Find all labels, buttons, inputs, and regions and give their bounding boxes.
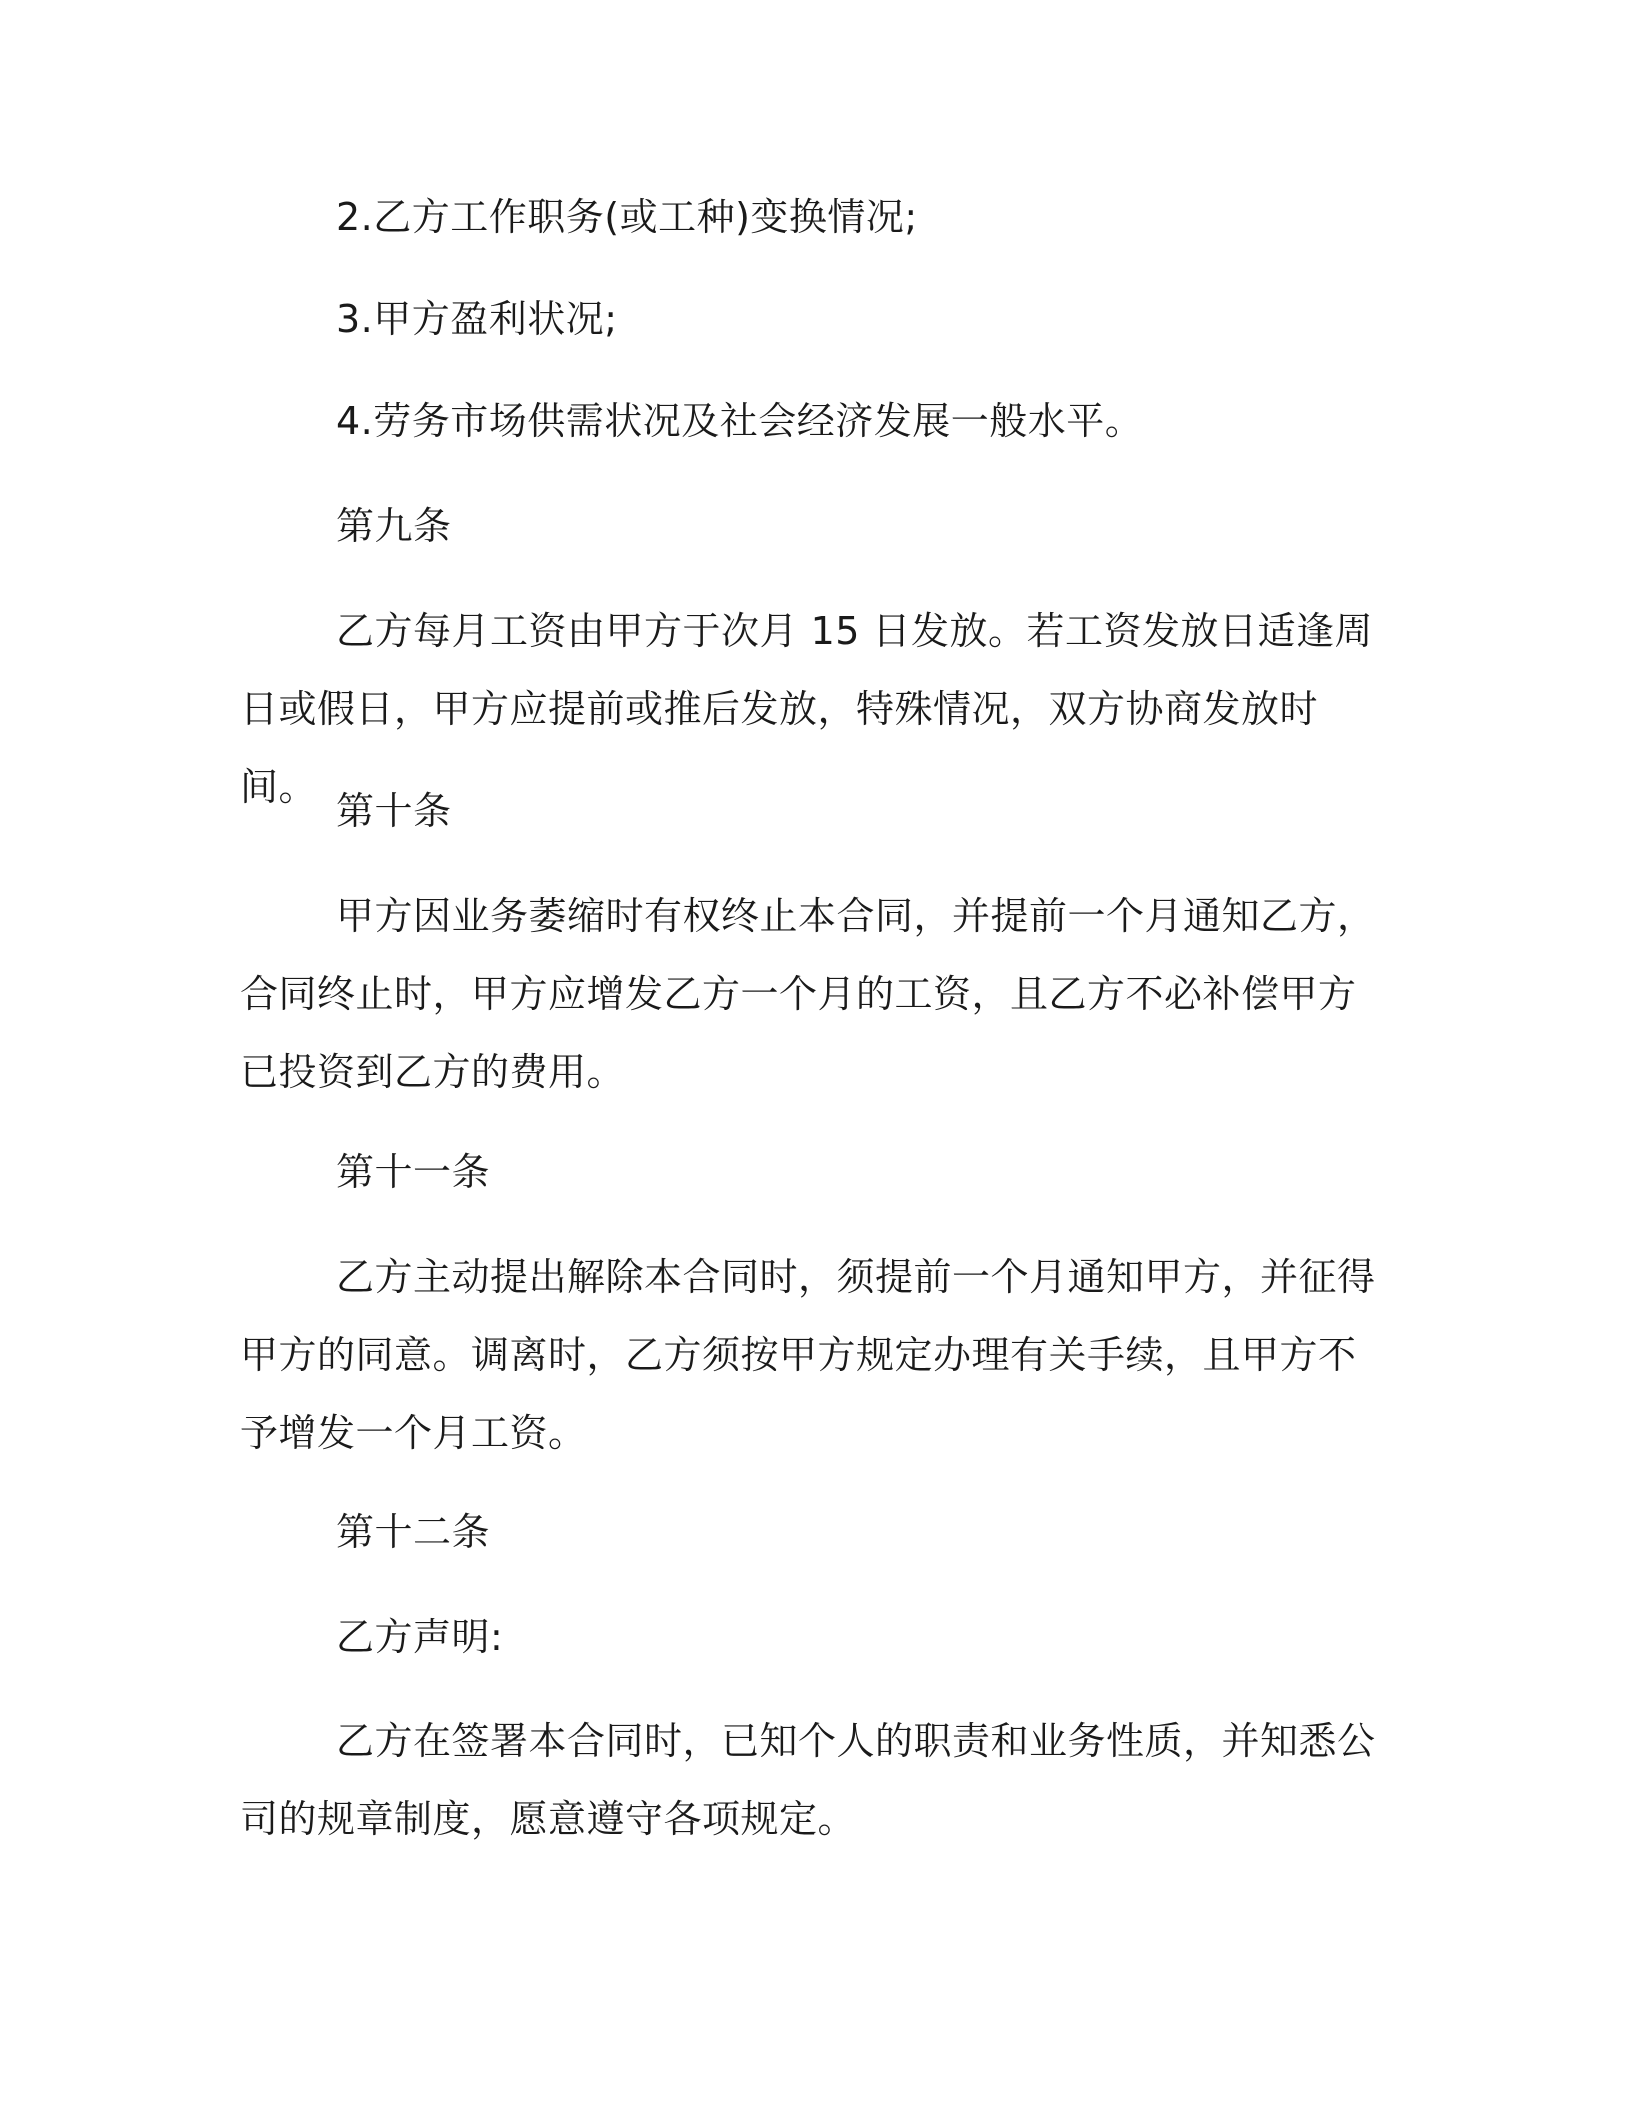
clause-item-4: 4.劳务市场供需状况及社会经济发展一般水平。 bbox=[336, 399, 1144, 443]
article-12-body: 乙方在签署本合同时，已知个人的职责和业务性质，并知悉公司的规章制度，愿意遵守各项规定。 bbox=[240, 1719, 1376, 1841]
clause-item-3: 3.甲方盈利状况; bbox=[336, 297, 618, 341]
article-11-body: 乙方主动提出解除本合同时，须提前一个月通知甲方，并征得甲方的同意。调离时，乙方须按甲方规定办理有关手续，且甲方不予增发一个月工资。 bbox=[240, 1255, 1376, 1455]
article-10-body: 甲方因业务萎缩时有权终止本合同，并提前一个月通知乙方，合同终止时，甲方应增发乙方一个月的工资，且乙方不必补偿甲方已投资到乙方的费用。 bbox=[240, 894, 1376, 1094]
clause-item-2: 2.乙方工作职务(或工种)变换情况; bbox=[336, 195, 918, 239]
article-12-subheading: 乙方声明: bbox=[336, 1615, 504, 1659]
article-10-heading: 第十条 bbox=[336, 789, 452, 833]
article-9-heading: 第九条 bbox=[336, 504, 452, 548]
article-9-body: 乙方每月工资由甲方于次月 15 日发放。若工资发放日适逢周日或假日，甲方应提前或推后发放，特殊情况，双方协商发放时间。 bbox=[240, 609, 1374, 809]
article-11-heading: 第十一条 bbox=[336, 1150, 491, 1194]
article-12-heading: 第十二条 bbox=[336, 1510, 491, 1554]
